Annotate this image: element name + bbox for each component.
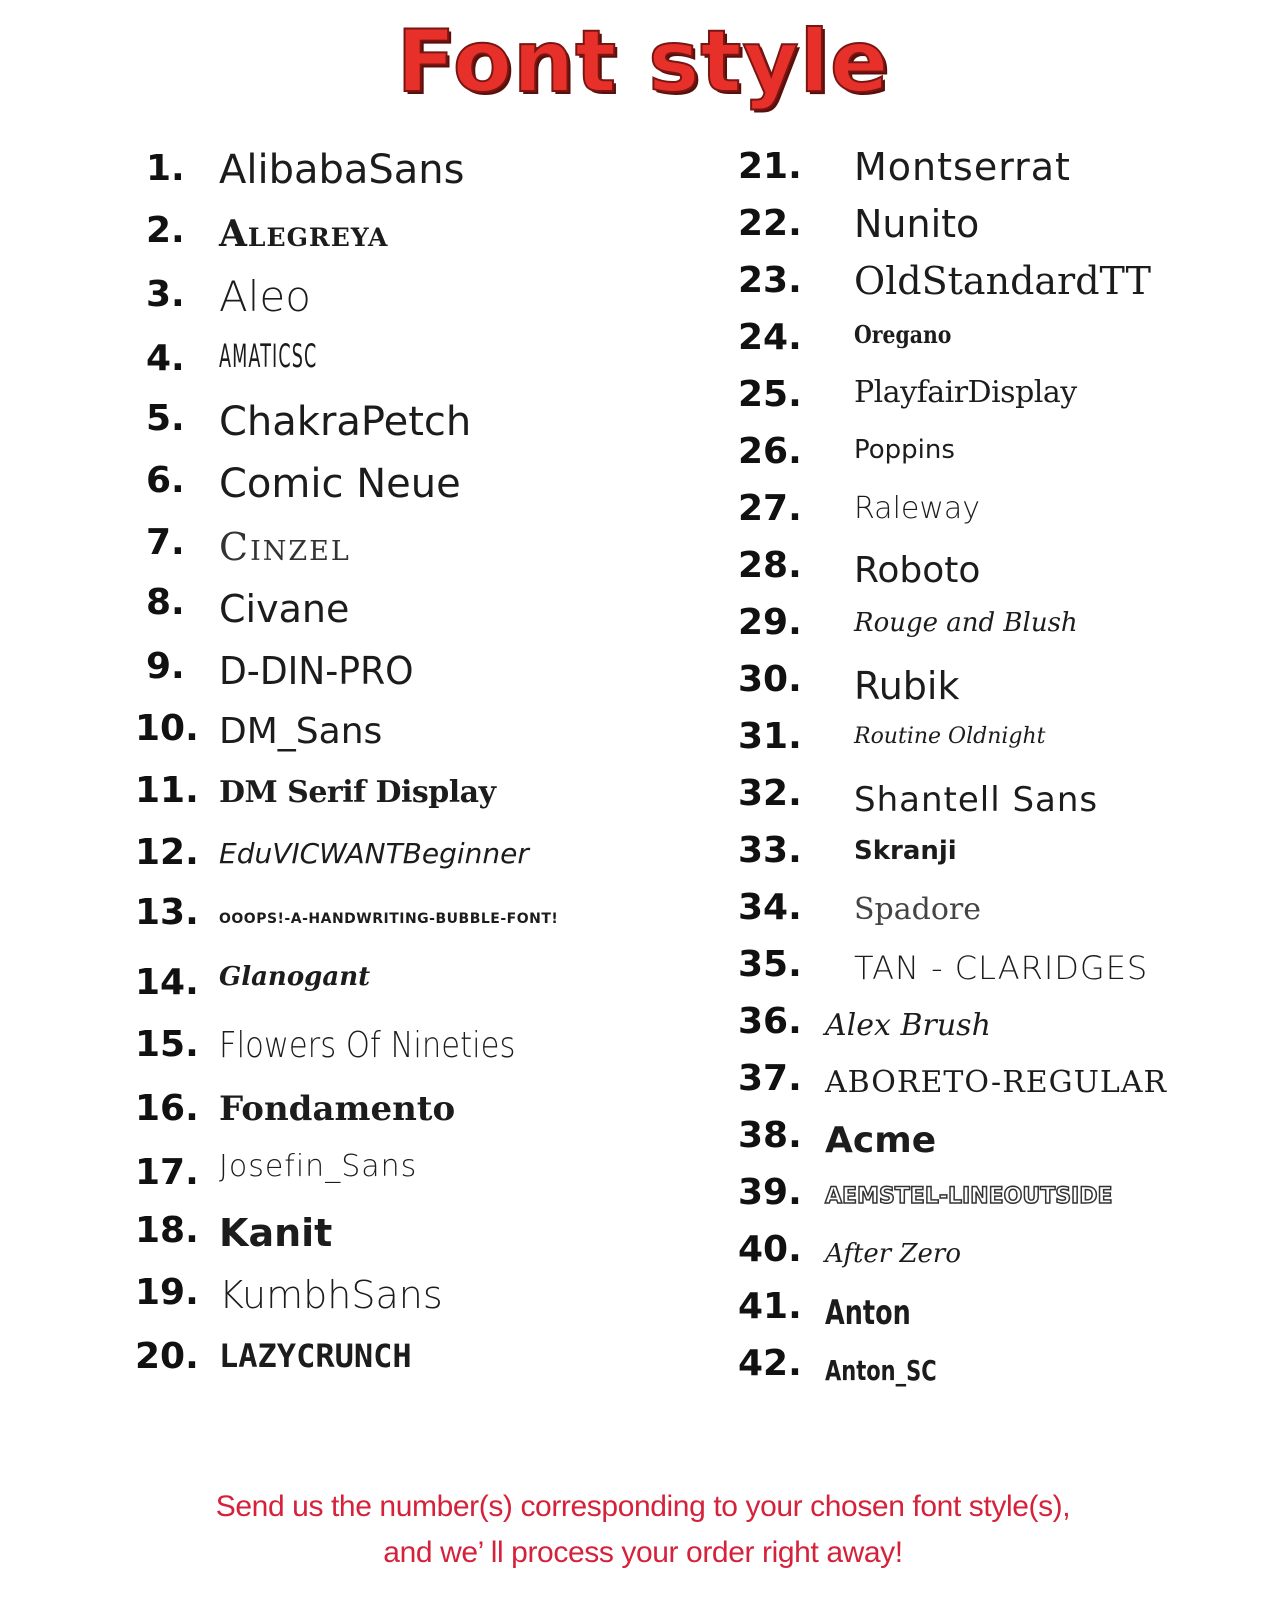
font-name: Glanogant xyxy=(219,962,371,992)
font-name: Josefin_Sans xyxy=(219,1149,418,1184)
item-number: 34. xyxy=(738,887,802,928)
item-number: 27. xyxy=(738,488,802,529)
font-name: Rouge and Blush xyxy=(854,608,1078,638)
font-name: OOOPS!-A-HANDWRITING-BUBBLE-FONT! xyxy=(219,911,559,927)
font-name: Spadore xyxy=(854,892,982,927)
font-name: Aleo xyxy=(219,272,311,321)
item-number: 37. xyxy=(738,1058,802,1099)
item-number: 16. xyxy=(135,1088,199,1129)
footer-line-1: Send us the number(s) corresponding to your chosen font style(s), xyxy=(215,1490,1071,1523)
item-number: 40. xyxy=(738,1229,802,1270)
font-name: Poppins xyxy=(854,435,955,465)
font-name: Flowers Of Nineties xyxy=(219,1025,516,1066)
item-number: 20. xyxy=(135,1336,199,1377)
item-number: 8. xyxy=(146,582,185,623)
item-number: 39. xyxy=(738,1172,802,1213)
item-number: 1. xyxy=(146,148,185,189)
item-number: 18. xyxy=(135,1210,199,1251)
item-number: 38. xyxy=(738,1115,802,1156)
item-number: 4. xyxy=(146,338,185,379)
item-number: 23. xyxy=(738,260,802,301)
font-name: DM Serif Display xyxy=(219,775,496,810)
item-number: 2. xyxy=(146,210,185,251)
item-number: 30. xyxy=(738,659,802,700)
item-number: 19. xyxy=(135,1272,199,1313)
font-name: AEMSTEL-LINEOUTSIDE xyxy=(825,1184,1113,1209)
item-number: 5. xyxy=(146,398,185,439)
item-number: 28. xyxy=(738,545,802,586)
font-name: Cinzel xyxy=(219,525,351,569)
item-number: 29. xyxy=(738,602,802,643)
footer-note xyxy=(0,1484,1286,1576)
item-number: 22. xyxy=(738,203,802,244)
item-number: 35. xyxy=(738,944,802,985)
font-name: Montserrat xyxy=(854,145,1071,189)
item-number: 13. xyxy=(135,892,199,933)
page-title: Font style xyxy=(396,12,890,112)
font-name: Alegreya xyxy=(219,213,389,255)
item-number: 31. xyxy=(738,716,802,757)
font-name: AMATICSC xyxy=(219,337,318,375)
font-name: Acme xyxy=(825,1120,937,1161)
font-name: Fondamento xyxy=(219,1089,456,1129)
item-number: 24. xyxy=(738,317,802,358)
font-name: Roboto xyxy=(854,550,981,591)
item-number: 42. xyxy=(738,1343,802,1384)
font-name: Kanit xyxy=(219,1211,333,1255)
font-name: Civane xyxy=(219,587,350,631)
item-number: 25. xyxy=(738,374,802,415)
item-number: 21. xyxy=(738,146,802,187)
item-number: 32. xyxy=(738,773,802,814)
font-name: KumbhSans xyxy=(219,1273,443,1317)
item-number: 17. xyxy=(135,1152,199,1193)
font-name: EduVICWANTBeginner xyxy=(219,837,529,870)
footer-line-2: and we’ ll process your order right away! xyxy=(383,1536,903,1569)
font-name: Routine Oldnight xyxy=(854,724,1046,749)
font-name: DM_Sans xyxy=(219,711,383,752)
font-name: D-DIN-PRO xyxy=(219,649,414,693)
item-number: 7. xyxy=(146,522,185,563)
item-number: 36. xyxy=(738,1001,802,1042)
font-name: PlayfairDisplay xyxy=(854,375,1077,410)
font-name: Anton_SC xyxy=(825,1354,937,1387)
font-name: After Zero xyxy=(825,1239,962,1269)
item-number: 6. xyxy=(146,460,185,501)
font-name: Anton xyxy=(825,1293,911,1333)
item-number: 3. xyxy=(146,274,185,315)
font-name: Comic Neue xyxy=(219,461,461,507)
item-number: 15. xyxy=(135,1024,199,1065)
item-number: 26. xyxy=(738,431,802,472)
font-name: Alex Brush xyxy=(825,1008,991,1043)
font-name: Skranji xyxy=(854,836,957,866)
font-name: ChakraPetch xyxy=(219,399,472,445)
item-number: 14. xyxy=(135,962,199,1003)
item-number: 10. xyxy=(135,708,199,749)
font-name: Nunito xyxy=(854,202,980,246)
font-name: Raleway xyxy=(854,491,981,526)
item-number: 11. xyxy=(135,770,199,811)
font-name: AlibabaSans xyxy=(219,147,465,193)
item-number: 41. xyxy=(738,1286,802,1327)
font-name: ABORETO-REGULAR xyxy=(825,1065,1168,1100)
font-name: LAZYCRUNCH xyxy=(219,1337,412,1375)
font-name: TAN - CLARIDGES xyxy=(854,949,1149,987)
item-number: 9. xyxy=(146,646,185,687)
font-name: Shantell Sans xyxy=(854,780,1099,820)
font-name: Rubik xyxy=(854,664,960,708)
font-name: Oregano xyxy=(854,320,952,349)
font-name: OldStandardTT xyxy=(854,259,1151,303)
item-number: 12. xyxy=(135,832,199,873)
item-number: 33. xyxy=(738,830,802,871)
